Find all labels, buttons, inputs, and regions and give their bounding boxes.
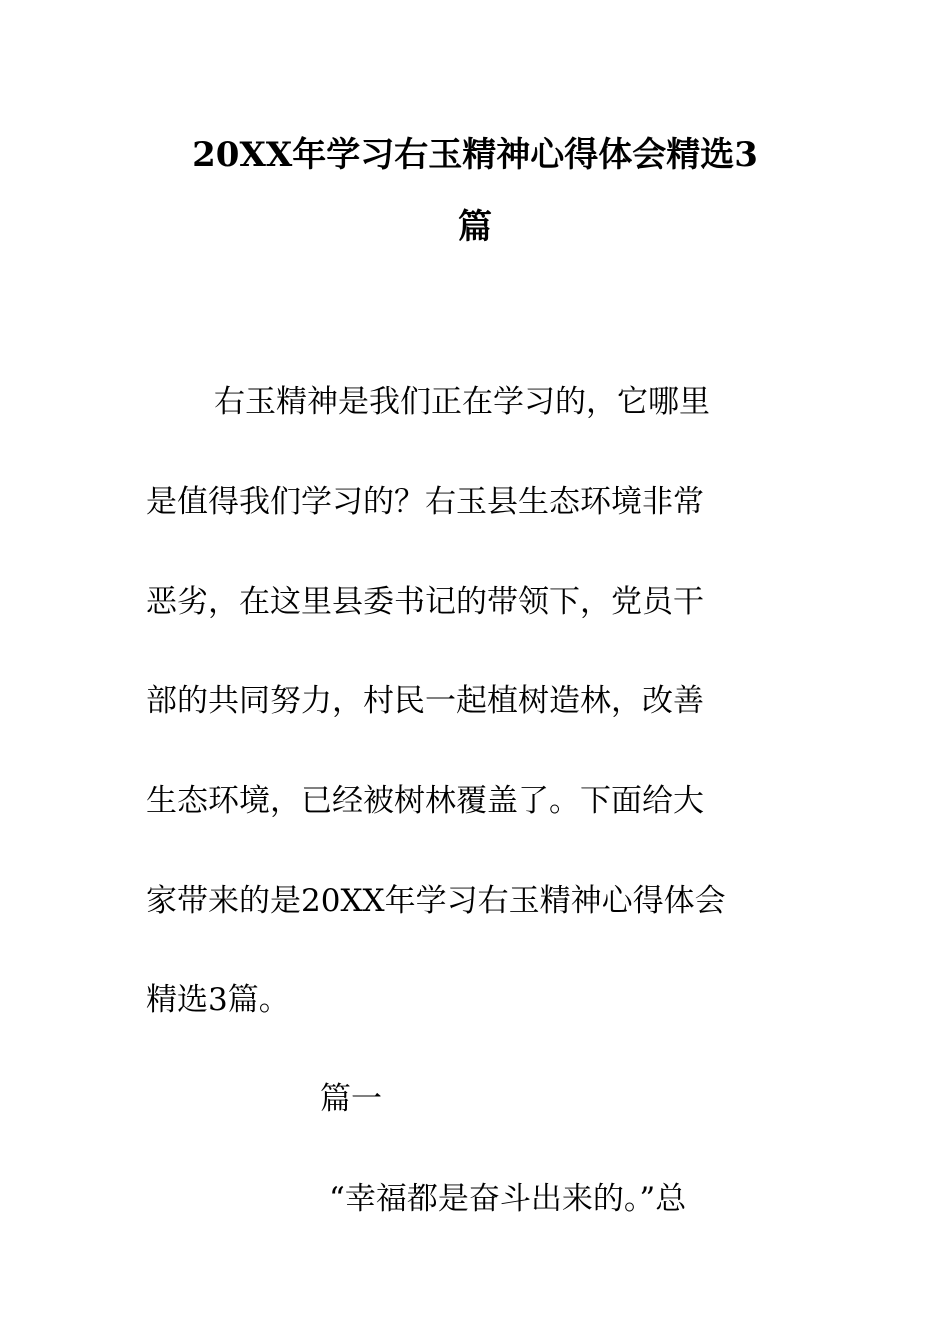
- paragraph-line: 家带来的是20XX年学习右玉精神心得体会: [146, 883, 726, 919]
- paragraph-line: 生态环境，已经被树林覆盖了。下面给大: [146, 783, 704, 819]
- paragraph-line: 右玉精神是我们正在学习的，它哪里: [214, 384, 710, 420]
- quote-line: “幸福都是奋斗出来的。”总: [329, 1181, 687, 1217]
- document-title-line-1: 20XX年学习右玉精神心得体会精选3: [192, 135, 758, 175]
- paragraph-line: 恶劣，在这里县委书记的带领下，党员干: [146, 584, 704, 620]
- paragraph-line: 是值得我们学习的？右玉县生态环境非常: [146, 484, 704, 520]
- section-heading: 篇一: [320, 1081, 382, 1117]
- paragraph-line: 部的共同努力，村民一起植树造林，改善: [146, 683, 704, 719]
- paragraph-line: 精选3篇。: [146, 982, 290, 1018]
- document-title-line-2: 篇: [458, 207, 492, 247]
